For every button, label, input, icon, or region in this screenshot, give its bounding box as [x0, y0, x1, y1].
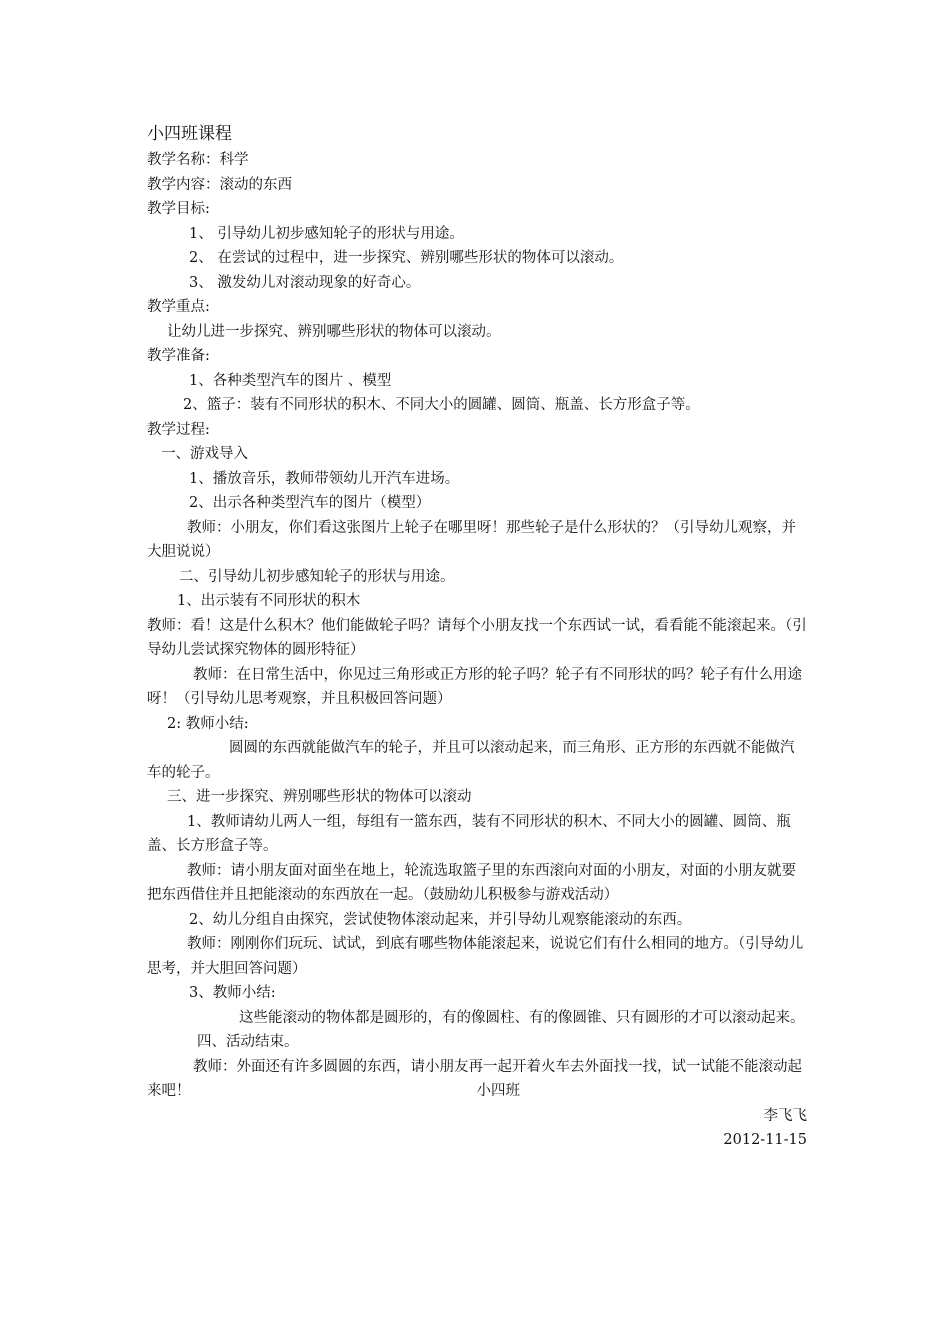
lesson-content: 教学内容：滚动的东西 [147, 176, 292, 193]
goal-item: 1、 引导幼儿初步感知轮子的形状与用途。 [189, 225, 464, 242]
goal-item: 3、 激发幼儿对滚动现象的好奇心。 [189, 274, 421, 291]
section-3-dialogue: 教师：请小朋友面对面坐在地上，轮流选取篮子里的东西滚向对面的小朋友，对面的小朋友就要把东西借住并且把能滚动的东西放在一起。（鼓励幼儿积极参与游戏活动） [147, 862, 796, 903]
doc-title: 小四班课程 [147, 124, 232, 144]
section-3-summary: 这些能滚动的物体都是圆形的，有的像圆柱、有的像圆锥、只有圆形的才可以滚动起来。 [239, 1009, 805, 1026]
focus-text: 让幼儿进一步探究、辨别哪些形状的物体可以滚动。 [167, 323, 501, 340]
section-2-dialogue: 教师：看！这是什么积木？他们能做轮子吗？请每个小朋友找一个东西试一试，看看能不能滚起来。（引导幼儿尝试探究物体的圆形特征） [147, 617, 807, 658]
section-1-step: 1、播放音乐，教师带领幼儿开汽车进场。 [189, 470, 460, 487]
section-4-text: 教师：外面还有许多圆圆的东西，请小朋友再一起开着火车去外面找一找，试一试能不能滚动起来吧！ [147, 1058, 802, 1099]
section-2-summary: 圆圆的东西就能做汽车的轮子，并且可以滚动起来，而三角形、正方形的东西就不能做汽车的轮子。 [147, 740, 795, 781]
goals-heading: 教学目标: [147, 201, 210, 217]
section-2-step: 1、出示装有不同形状的积木 [177, 593, 361, 609]
section-3-step: 2、幼儿分组自由探究，尝试使物体滚动起来，并引导幼儿观察能滚动的东西。 [189, 911, 692, 928]
section-2-title: 二、引导幼儿初步感知轮子的形状与用途。 [179, 568, 455, 585]
author-name: 李飞飞 [763, 1107, 807, 1124]
class-name: 小四班 [476, 1083, 520, 1099]
section-3-dialogue: 教师：刚刚你们玩玩、试试，到底有哪些物体能滚起来，说说它们有什么相同的地方。（引导幼儿思考，并大胆回答问题） [147, 936, 804, 977]
prep-item: 2、篮子：装有不同形状的积木、不同大小的圆罐、圆筒、瓶盖、长方形盒子等。 [183, 397, 700, 413]
section-3-title: 三、进一步探究、辨别哪些形状的物体可以滚动 [167, 789, 472, 805]
process-heading: 教学过程: [147, 421, 210, 438]
focus-heading: 教学重点: [147, 299, 210, 315]
section-1-dialogue: 教师：小朋友，你们看这张图片上轮子在哪里呀！那些轮子是什么形状的？（引导幼儿观察，并大胆说说） [147, 519, 796, 560]
lesson-plan-document [147, 120, 807, 1153]
section-3-step: 1、教师请幼儿两人一组，每组有一篮东西，装有不同形状的积木、不同大小的圆罐、圆筒、瓶盖、长方形盒子等。 [147, 813, 791, 854]
section-1-title: 一、游戏导入 [161, 446, 248, 462]
section-2-summary-heading: 2: 教师小结: [167, 715, 249, 732]
section-1-step: 2、出示各种类型汽车的图片（模型） [189, 495, 431, 511]
section-2-dialogue: 教师：在日常生活中，你见过三角形或正方形的轮子吗？轮子有不同形状的吗？轮子有什么用途呀！（引导幼儿思考观察，并且积极回答问题） [147, 666, 802, 707]
section-4-title: 四、活动结束。 [197, 1034, 299, 1050]
section-3-summary-heading: 3、教师小结: [189, 985, 276, 1001]
section-4-dialogue [147, 1055, 807, 1104]
prep-item: 1、各种类型汽车的图片 、模型 [189, 372, 392, 389]
lesson-name: 教学名称：科学 [147, 152, 249, 168]
prep-heading: 教学准备: [147, 348, 210, 364]
goal-item: 2、 在尝试的过程中，进一步探究、辨别哪些形状的物体可以滚动。 [189, 250, 624, 266]
doc-date: 2012-11-15 [723, 1132, 807, 1148]
